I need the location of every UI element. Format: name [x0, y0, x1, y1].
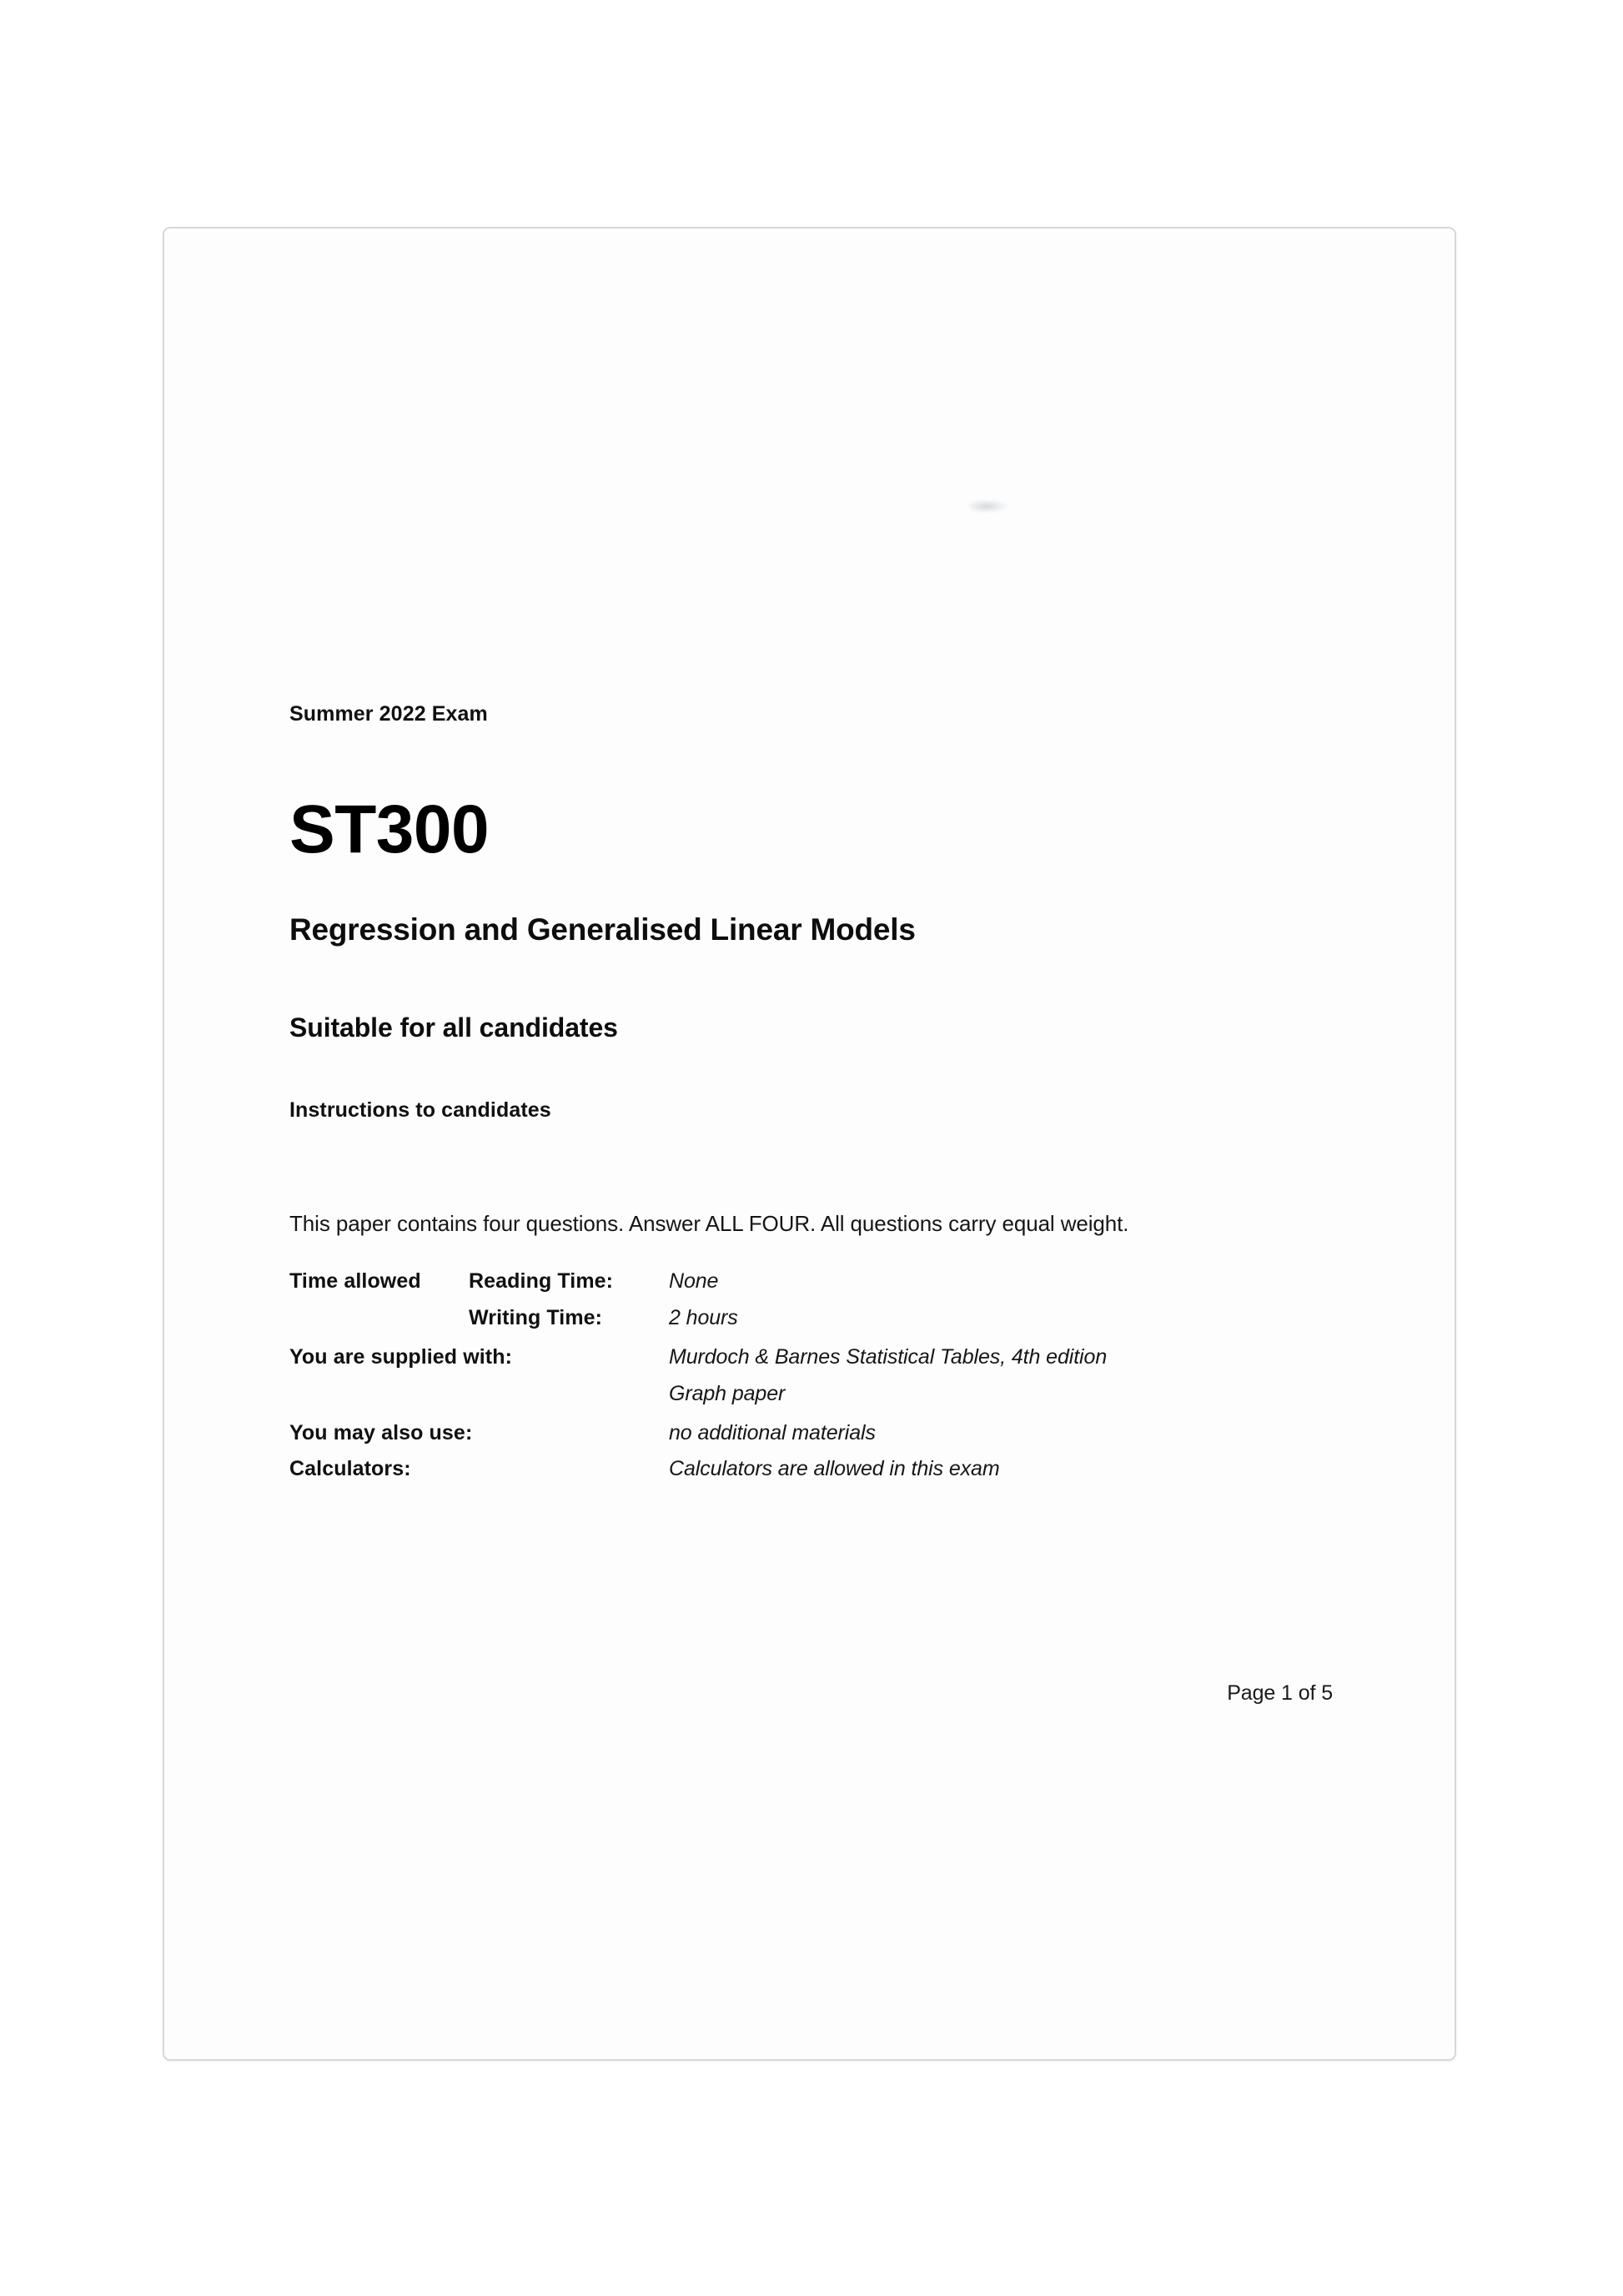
supplied-with-label: You are supplied with:	[289, 1345, 513, 1369]
exam-paper-sheet	[163, 227, 1456, 2061]
spacer-cell	[289, 1292, 469, 1329]
may-also-use-label: You may also use:	[289, 1421, 473, 1444]
supplied-with-value-primary: Murdoch & Barnes Statistical Tables, 4th edition	[669, 1345, 1108, 1369]
may-also-use-value: no additional materials	[669, 1421, 876, 1444]
table-row-writing-time	[289, 1292, 1290, 1329]
table-row-may-also-use	[289, 1404, 1290, 1444]
calculators-label: Calculators:	[289, 1457, 411, 1480]
page-number-indicator: Page 1 of 5	[1227, 1681, 1333, 1705]
table-row-supplied-with-extra	[289, 1368, 1290, 1404]
instructions-heading: Instructions to candidates	[289, 1098, 551, 1122]
writing-time-value: 2 hours	[669, 1306, 738, 1329]
time-allowed-label: Time allowed	[289, 1269, 421, 1293]
reading-time-label: Reading Time:	[469, 1269, 614, 1293]
table-row-calculators	[289, 1444, 1290, 1480]
exam-details-table	[289, 1271, 1290, 1480]
table-row-supplied-with	[289, 1329, 1290, 1368]
course-code-title: ST300	[289, 791, 490, 867]
writing-time-label: Writing Time:	[469, 1306, 603, 1329]
instructions-body-text: This paper contains four questions. Answer ALL FOUR. All questions carry equal weight.	[289, 1211, 1129, 1236]
reading-time-value: None	[669, 1269, 719, 1293]
course-title: Regression and Generalised Linear Models	[289, 912, 916, 947]
spacer-cell	[289, 1368, 669, 1404]
scan-artifact-smudge	[969, 500, 1007, 513]
exam-session-label: Summer 2022 Exam	[289, 702, 488, 726]
supplied-with-value-secondary: Graph paper	[669, 1382, 786, 1405]
calculators-value: Calculators are allowed in this exam	[669, 1457, 1000, 1480]
table-row-reading-time	[289, 1271, 1290, 1292]
candidate-suitability-note: Suitable for all candidates	[289, 1012, 618, 1042]
